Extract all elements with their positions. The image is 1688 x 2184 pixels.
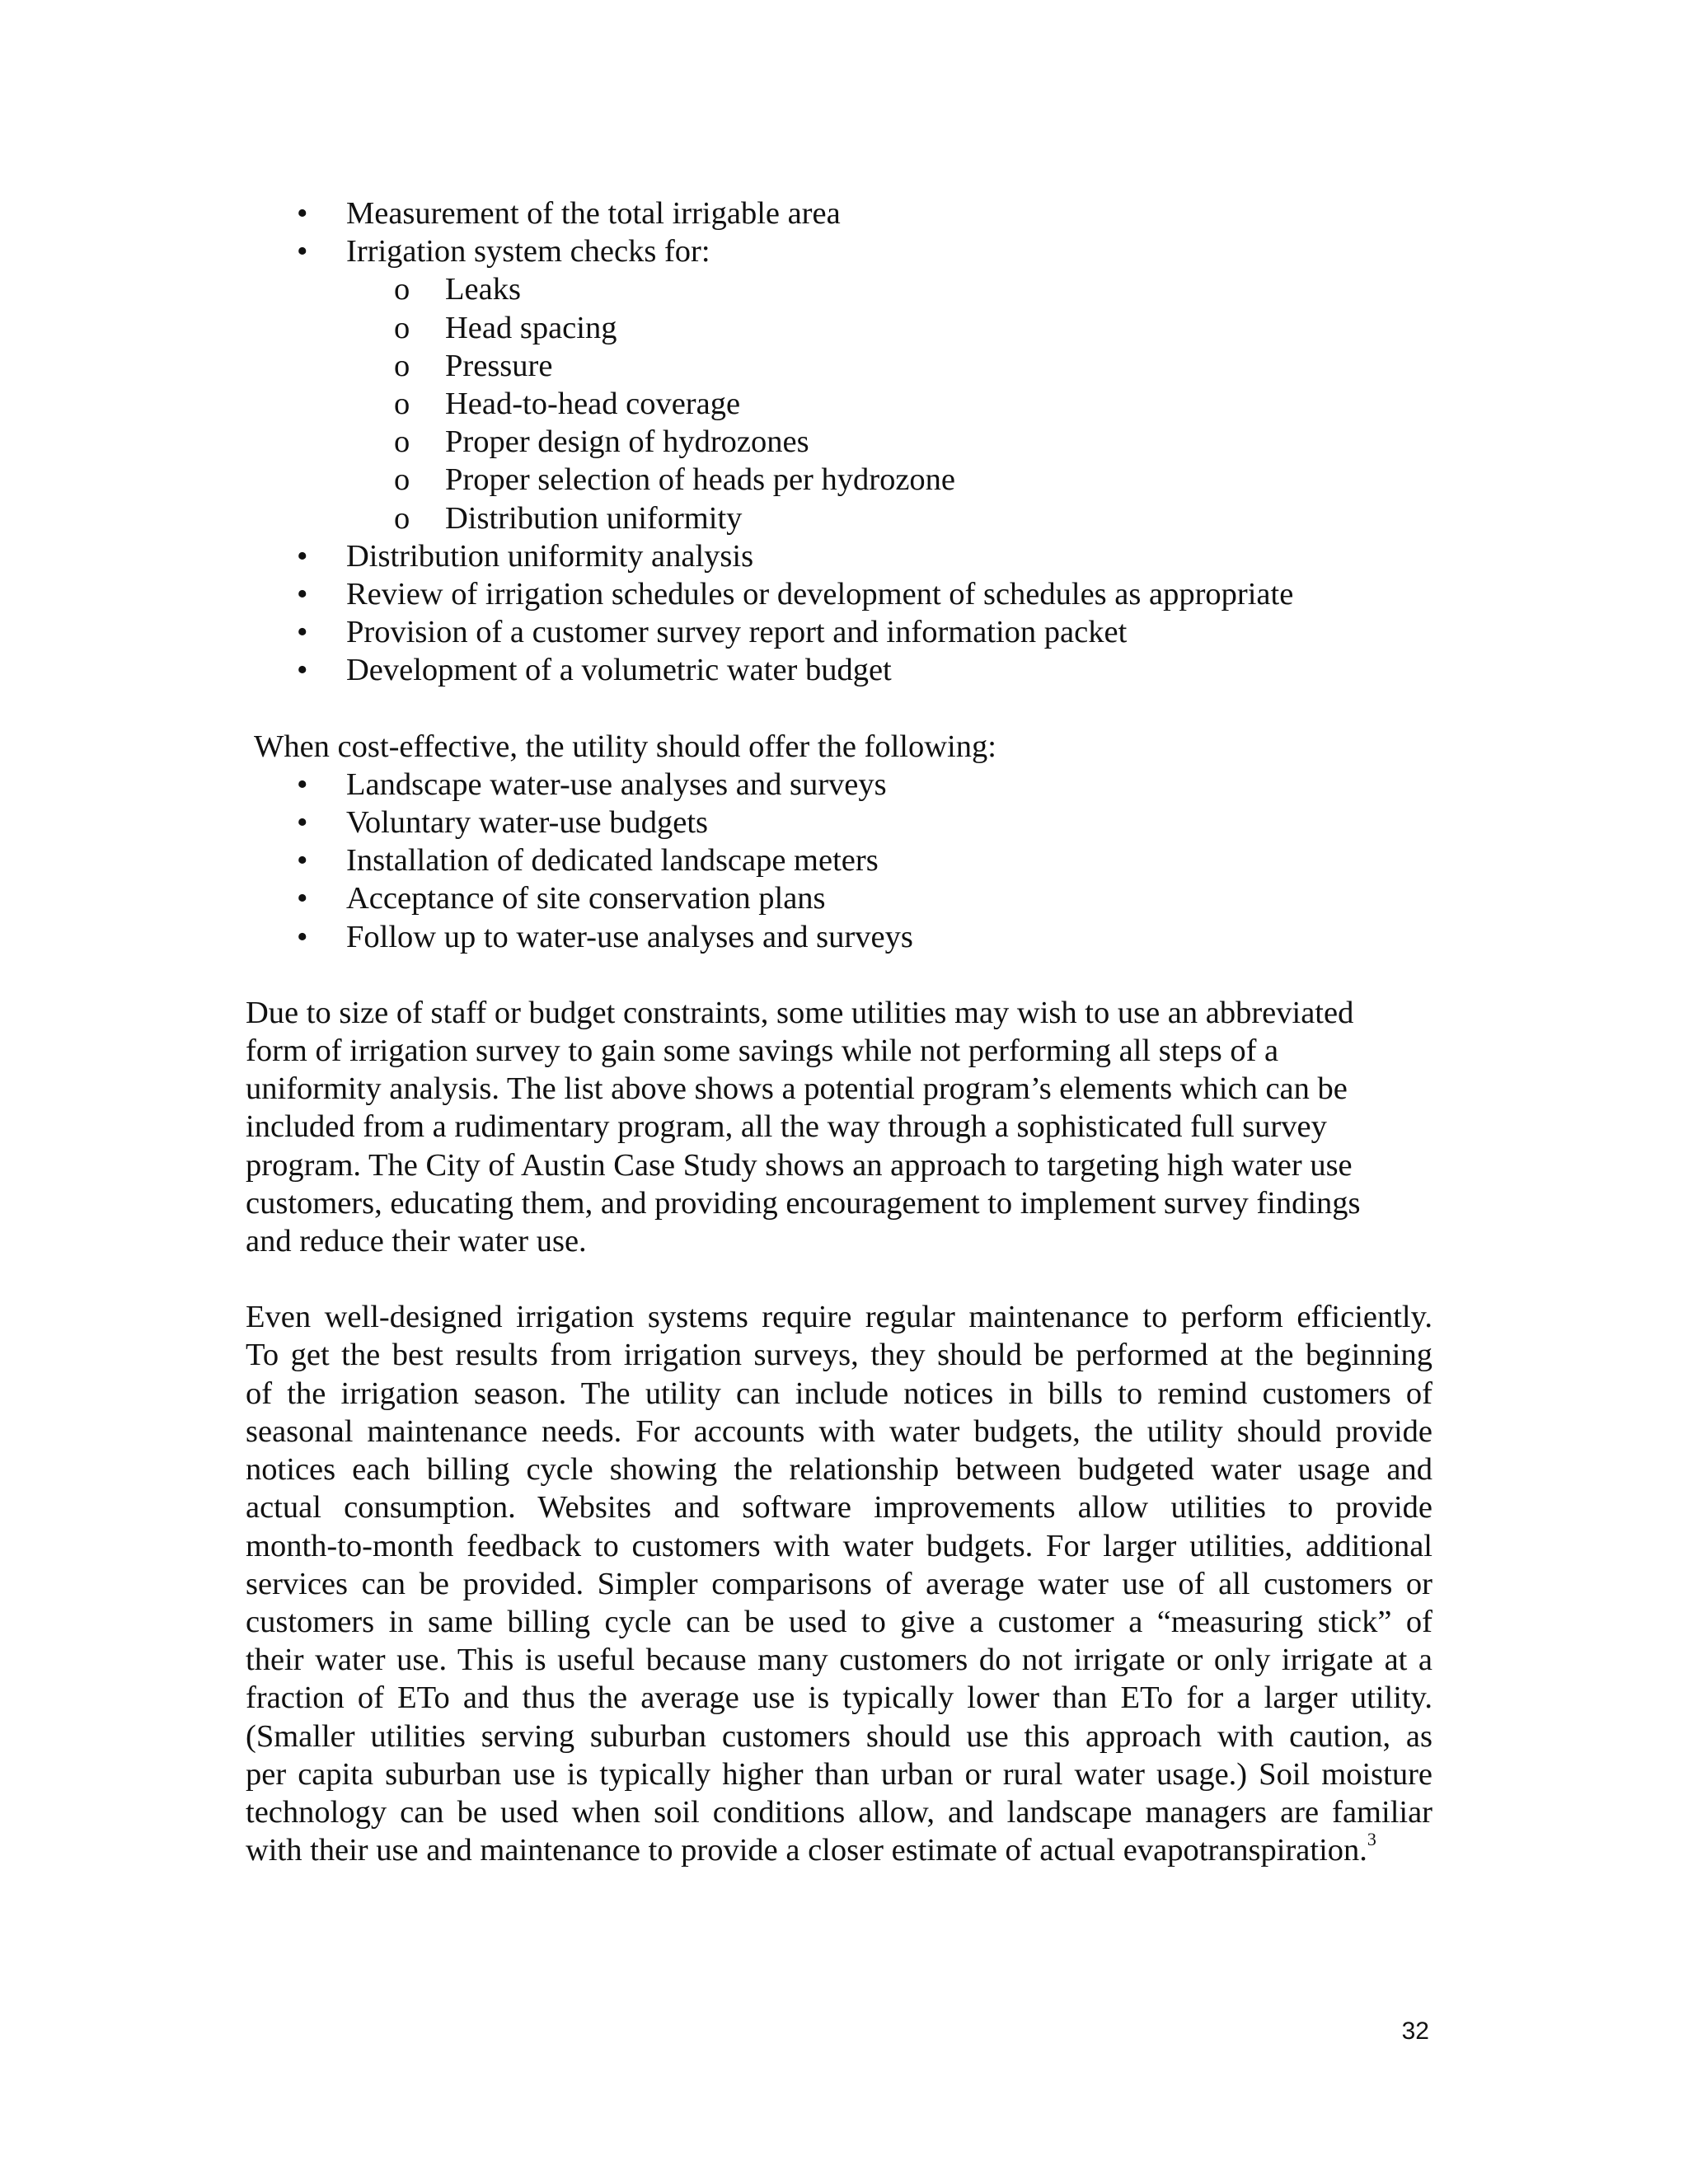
sub-list-item — [246, 385, 1432, 423]
paragraph-line: customers in same billing cycle can be used to give a customer a “measuring stick” of — [246, 1604, 1432, 1639]
list-item-text: Head spacing — [445, 310, 617, 345]
cost-effective-offerings-list — [246, 766, 1432, 956]
sub-bullet-marker: o — [394, 387, 410, 422]
footnote-reference[interactable]: 3 — [1367, 1829, 1376, 1850]
page-number: 32 — [1401, 2018, 1429, 2045]
sub-list-item — [246, 461, 1432, 499]
paragraph-line: their water use. This is useful because many customers do not irrigate or only irrigate at a — [246, 1643, 1432, 1678]
paragraph-line: and reduce their water use. — [246, 1224, 587, 1259]
list-item — [246, 804, 1432, 841]
bullet-marker: • — [297, 615, 308, 650]
list-item — [246, 232, 1432, 270]
paragraph-line: Due to size of staff or budget constraints, some utilities may wish to use an abbreviated — [246, 995, 1354, 1030]
sub-bullet-marker: o — [394, 500, 410, 536]
survey-elements-list — [246, 194, 1432, 690]
bullet-marker: • — [297, 805, 308, 841]
list-item-text: Head-to-head coverage — [445, 387, 741, 422]
bullet-marker: • — [297, 653, 308, 688]
paragraph-line: month-to-month feedback to customers with water budgets. For larger utilities, additional — [246, 1528, 1432, 1563]
list-item-text: Provision of a customer survey report and information packet — [346, 615, 1128, 650]
list-item-text: Distribution uniformity — [445, 500, 743, 536]
paragraph-line: notices each billing cycle showing the relationship between budgeted water usage and — [246, 1452, 1432, 1488]
paragraph-line: Even well-designed irrigation systems require regular maintenance to perform efficiently. — [246, 1300, 1432, 1335]
list-item-text: Leaks — [445, 272, 521, 307]
list-item-text: Landscape water-use analyses and surveys — [346, 766, 887, 802]
list-item-text: Distribution uniformity analysis — [346, 538, 754, 574]
list-item-text: Pressure — [445, 348, 553, 383]
list-item — [246, 918, 1432, 956]
sub-bullet-marker: o — [394, 348, 410, 383]
bullet-marker: • — [297, 766, 308, 802]
list-item-text: Installation of dedicated landscape meters — [346, 843, 879, 879]
list-item — [246, 651, 1432, 689]
list-item — [246, 879, 1432, 917]
paragraph-line: customers, educating them, and providing encouragement to implement survey findings — [246, 1185, 1361, 1221]
paragraph-line: fraction of ETo and thus the average use is typically lower than ETo for a larger utility. — [246, 1680, 1432, 1716]
bullet-marker: • — [297, 196, 308, 231]
sub-list-item — [246, 423, 1432, 461]
paragraph-line-text: with their use and maintenance to provide a closer estimate of actual evapotranspiration. — [246, 1833, 1367, 1868]
list-item-text: Measurement of the total irrigable area — [346, 196, 841, 231]
bullet-marker: • — [297, 234, 308, 269]
bullet-marker: • — [297, 538, 308, 574]
list-item — [246, 575, 1432, 613]
paragraph-line: (Smaller utilities serving suburban customers should use this approach with caution, as — [246, 1718, 1432, 1754]
paragraph-line: services can be provided. Simpler comparisons of average water use of all customers or — [246, 1566, 1432, 1601]
sub-list-item — [246, 270, 1432, 308]
paragraph-line: program. The City of Austin Case Study shows an approach to targeting high water use — [246, 1147, 1353, 1183]
bullet-marker: • — [297, 843, 308, 879]
sub-list-item — [246, 309, 1432, 347]
paragraph-line: included from a rudimentary program, all the way through a sophisticated full survey — [246, 1109, 1327, 1145]
paragraph-line: To get the best results from irrigation surveys, they should be performed at the beginning — [246, 1338, 1432, 1373]
list-item — [246, 841, 1432, 879]
list-item-text: Irrigation system checks for: — [346, 234, 710, 269]
sub-bullet-marker: o — [394, 424, 410, 460]
paragraph-line: seasonal maintenance needs. For accounts with water budgets, the utility should provide — [246, 1413, 1432, 1449]
sub-bullet-marker: o — [394, 462, 410, 498]
list-item-text: Voluntary water-use budgets — [346, 805, 709, 841]
bullet-marker: • — [297, 919, 308, 954]
sub-bullet-marker: o — [394, 272, 410, 307]
paragraph-line: of the irrigation season. The utility can include notices in bills to remind customers of — [246, 1376, 1432, 1411]
list-item — [246, 613, 1432, 651]
bullet-marker: • — [297, 881, 308, 916]
list-item — [246, 537, 1432, 575]
list-item-text: Development of a volumetric water budget — [346, 653, 892, 688]
body-paragraph-abbreviated-survey — [246, 994, 1432, 1260]
bullet-marker: • — [297, 577, 308, 612]
body-paragraph-maintenance — [246, 1298, 1432, 1869]
paragraph-last-line — [246, 1831, 1432, 1869]
list-item-text: Proper selection of heads per hydrozone — [445, 462, 955, 498]
paragraph-line: uniformity analysis. The list above shows a potential program’s elements which can be — [246, 1071, 1348, 1107]
intro-sentence: When cost-effective, the utility should offer the following: — [254, 729, 996, 764]
sub-list-item — [246, 499, 1432, 537]
list-item-text: Review of irrigation schedules or development of schedules as appropriate — [346, 577, 1294, 612]
sub-list-item — [246, 347, 1432, 385]
paragraph-line: technology can be used when soil conditions allow, and landscape managers are familiar — [246, 1794, 1432, 1830]
page-content — [246, 194, 1432, 1869]
list-item — [246, 194, 1432, 232]
list-item — [246, 766, 1432, 804]
paragraph-line: form of irrigation survey to gain some savings while not performing all steps of a — [246, 1033, 1279, 1069]
list-item-text: Follow up to water-use analyses and surveys — [346, 919, 913, 954]
paragraph-line: actual consumption. Websites and software improvements allow utilities to provide — [246, 1490, 1432, 1526]
list-item-text: Acceptance of site conservation plans — [346, 881, 826, 916]
sub-bullet-marker: o — [394, 310, 410, 345]
paragraph-line: per capita suburban use is typically higher than urban or rural water usage.) Soil moisture — [246, 1756, 1432, 1792]
list-item-text: Proper design of hydrozones — [445, 424, 809, 460]
